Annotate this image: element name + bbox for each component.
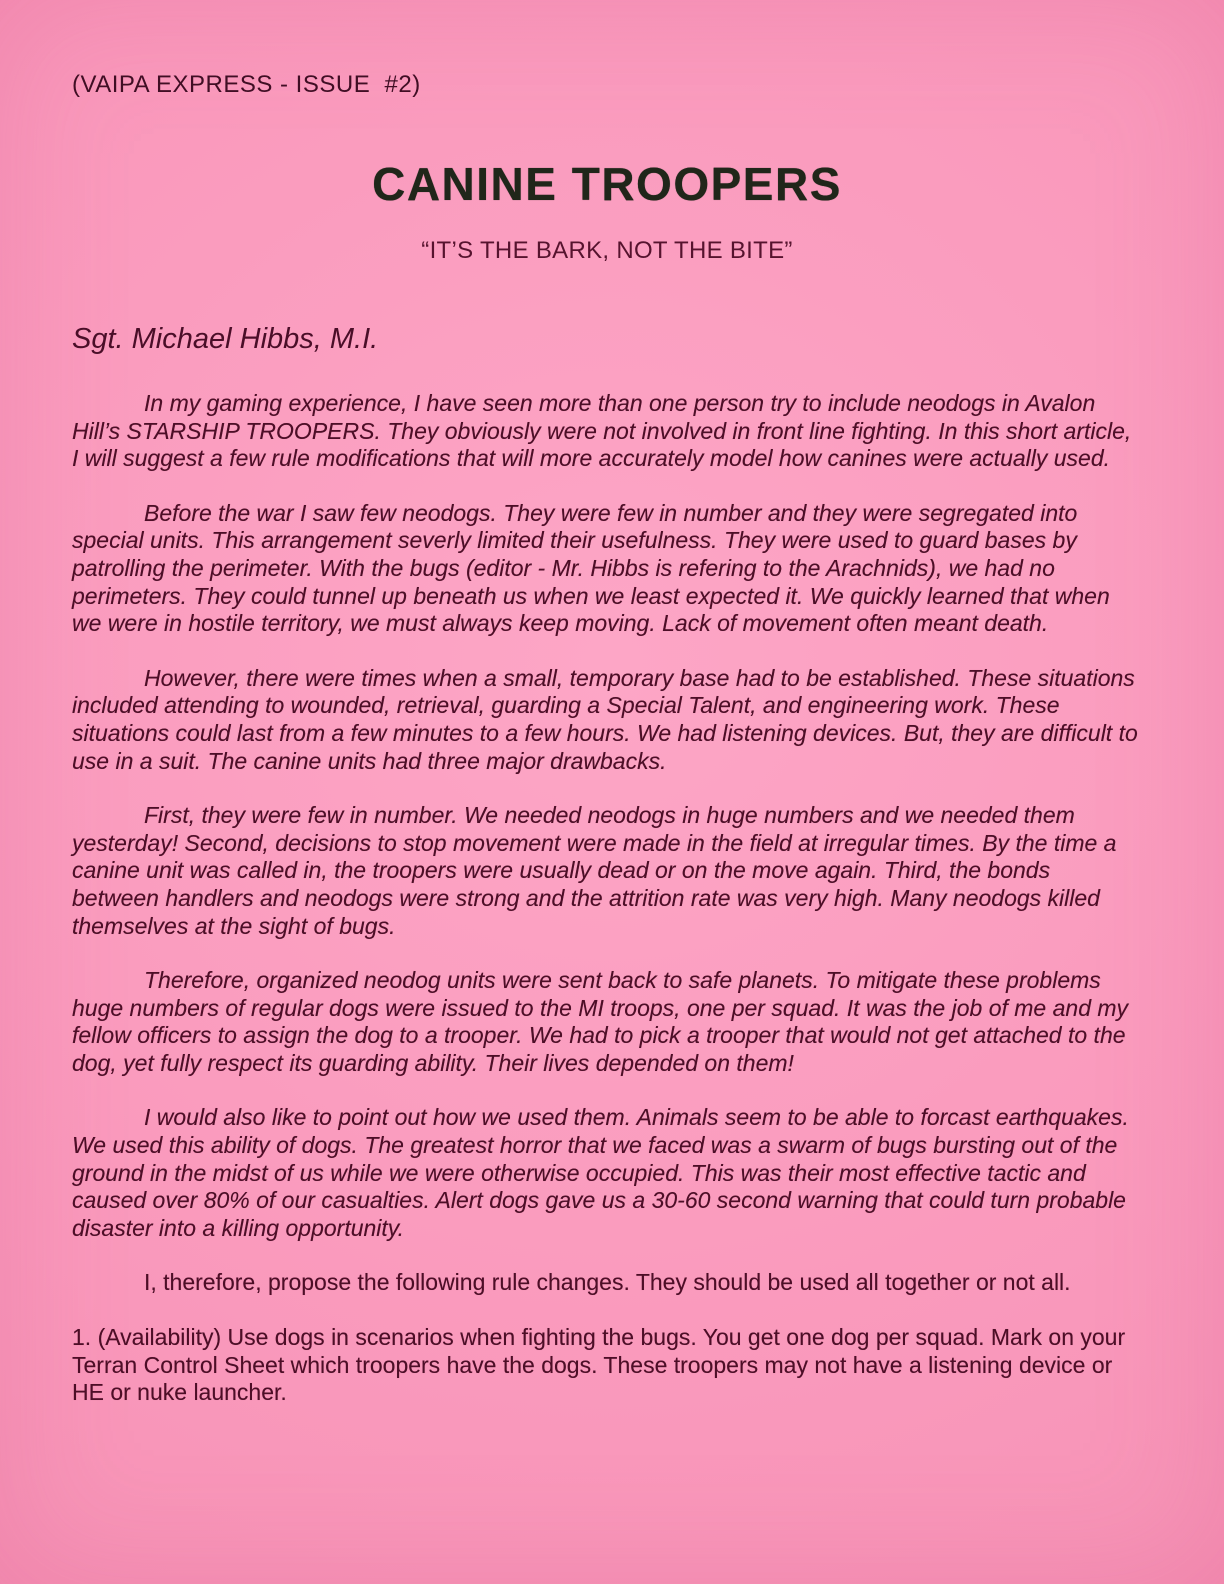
article-paragraph: Before the war I saw few neodogs. They were few in number and they were segregated into special units. This arrangement severly limited their usefulness. They were used to guard bases by patrolling the perimeter. With the bugs (editor - Mr. Hibbs is refering to the Arachnids), we had no perimeters. They could tunnel up beneath us when we least expected it. We quickly learned that when we were in hostile territory, we must always keep moving. Lack of movement often meant death. (72, 499, 1110, 637)
article-body (72, 390, 1142, 1407)
article-paragraph: I, therefore, propose the following rule changes. They should be used all together or not all. (144, 1269, 1071, 1296)
article-subtitle: “IT’S THE BARK, NOT THE BITE” (421, 237, 793, 264)
article-byline: Sgt. Michael Hibbs, M.I. (72, 323, 379, 355)
article-paragraph: 1. (Availability) Use dogs in scenarios when fighting the bugs. You get one dog per squad. Mark on your Terran Control Sheet which troopers have the dogs. These troopers may not have a listening device or HE or nuke launcher. (72, 1324, 1126, 1406)
issue-header-note: (VAIPA EXPRESS - ISSUE #2) (72, 71, 421, 98)
article-paragraph: In my gaming experience, I have seen more than one person try to include neodogs in Avalon Hill’s STARSHIP TROOPERS. They obviously were not involved in front line fighting. In this short article, I will suggest a few rule modifications that will more accurately model how canines were actually used. (72, 390, 1132, 472)
article-paragraph: However, there were times when a small, temporary base had to be established. These situations included attending to wounded, retrieval, guarding a Special Talent, and engineering work. These situations could last from a few minutes to a few hours. We had listening devices. But, they are difficult to use in a suit. The canine units had three major drawbacks. (72, 664, 1138, 774)
article-paragraph: I would also like to point out how we used them. Animals seem to be able to forcast earthquakes. We used this ability of dogs. The greatest horror that we faced was a swarm of bugs bursting out of the ground in the midst of us while we were otherwise occupied. This was their most effective tactic and caused over 80% of our casualties. Alert dogs gave us a 30-60 second warning that could turn probable disaster into a killing opportunity. (72, 1104, 1129, 1241)
article-paragraph: First, they were few in number. We needed neodogs in huge numbers and we needed them yesterday! Second, decisions to stop movement were made in the field at irregular times. By the time a canine unit was called in, the troopers were usually dead or on the move again. Third, the bonds between handlers and neodogs were strong and the attrition rate was very high. Many neodogs killed themselves at the sight of bugs. (72, 802, 1117, 939)
article-paragraph: Therefore, organized neodog units were sent back to safe planets. To mitigate these problems huge numbers of regular dogs were issued to the MI troops, one per squad. It was the job of me and my fellow officers to assign the dog to a trooper. We had to pick a trooper that would not get attached to the dog, yet fully respect its guarding ability. Their lives depended on them! (72, 967, 1129, 1076)
article-title: CANINE TROOPERS (372, 158, 842, 210)
